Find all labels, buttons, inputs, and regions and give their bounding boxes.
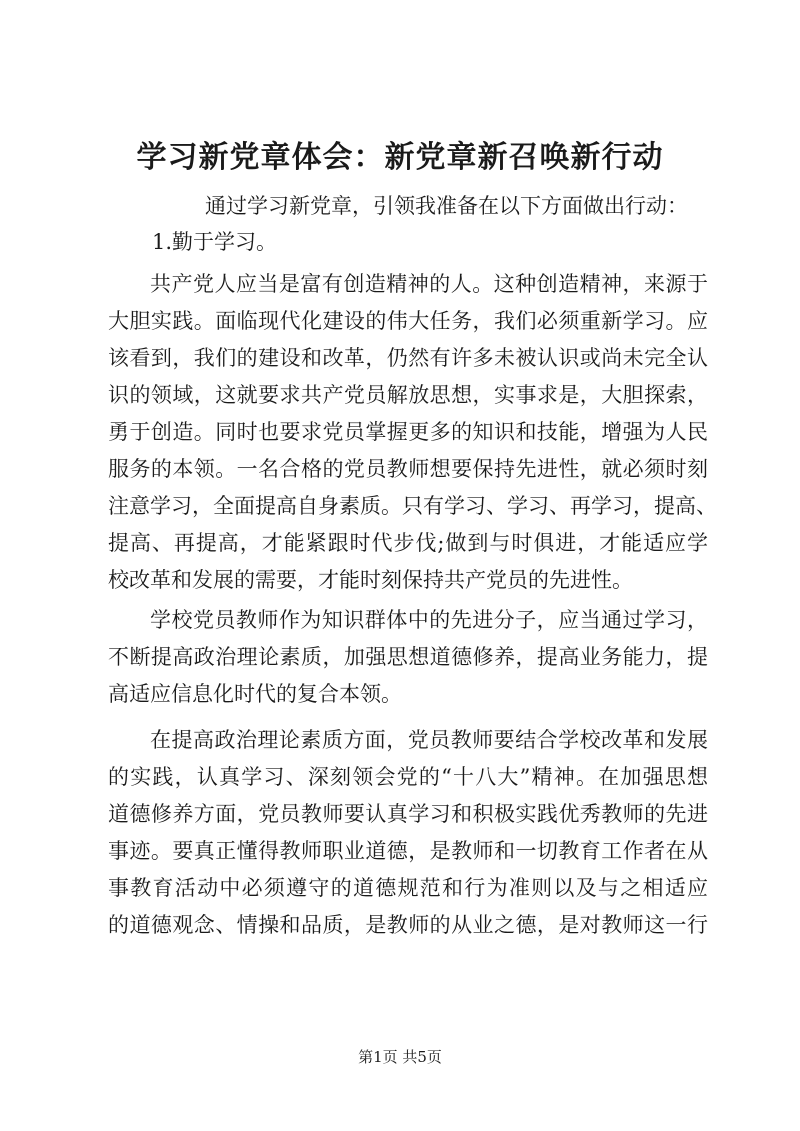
- paragraph-line: 注意学习，全面提高自身素质。只有学习、学习、再学习，提高、: [108, 494, 717, 518]
- paragraph-line: 服务的本领。一名合格的党员教师想要保持先进性，就必须时刻: [108, 457, 708, 481]
- paragraph-line: 的道德观念、情操和品质，是教师的从业之德，是对教师这一行: [108, 913, 708, 937]
- intro-sentence: 通过学习新党章，引领我准备在以下方面做出行动：: [205, 194, 688, 218]
- document-title: 学习新党章体会：新党章新召唤新行动: [136, 140, 664, 175]
- paragraph-line: 共产党人应当是富有创造精神的人。这种创造精神，来源于: [150, 272, 708, 296]
- section-heading: 1.勤于学习。: [152, 230, 278, 254]
- paragraph-3: [108, 722, 708, 944]
- paragraph-line: 事迹。要真正懂得教师职业道德，是教师和一切教育工作者在从: [108, 839, 708, 863]
- paragraph-line: 该看到，我们的建设和改革，仍然有许多未被认识或尚未完全认: [108, 346, 708, 370]
- paragraph-line: 的实践，认真学习、深刻领会党的“十八大”精神。在加强思想: [108, 765, 708, 789]
- paragraph-line: 道德修养方面，党员教师要认真学习和积极实践优秀教师的先进: [108, 802, 708, 826]
- paragraph-1: [108, 266, 717, 599]
- paragraph-line: 不断提高政治理论素质，加强思想道德修养，提高业务能力，提: [108, 645, 708, 669]
- paragraph-line: 学校党员教师作为知识群体中的先进分子，应当通过学习，: [150, 608, 708, 632]
- paragraph-line: 事教育活动中必须遵守的道德规范和行为准则以及与之相适应: [108, 876, 708, 900]
- paragraph-line: 高适应信息化时代的复合本领。: [108, 682, 402, 706]
- paragraph-line: 大胆实践。面临现代化建设的伟大任务，我们必须重新学习。应: [108, 309, 708, 333]
- paragraph-line: 识的领域，这就要求共产党员解放思想，实事求是，大胆探索，: [108, 383, 708, 407]
- paragraph-line: 校改革和发展的需要，才能时刻保持共产党员的先进性。: [108, 568, 633, 592]
- page-number-footer: 第1页 共5页: [358, 1048, 442, 1066]
- paragraph-line: 在提高政治理论素质方面，党员教师要结合学校改革和发展: [150, 728, 708, 752]
- paragraph-line: 勇于创造。同时也要求党员掌握更多的知识和技能，增强为人民: [108, 420, 708, 444]
- paragraph-2: [108, 602, 708, 713]
- paragraph-line: 提高、再提高，才能紧跟时代步伐;做到与时俱进，才能适应学: [108, 531, 708, 555]
